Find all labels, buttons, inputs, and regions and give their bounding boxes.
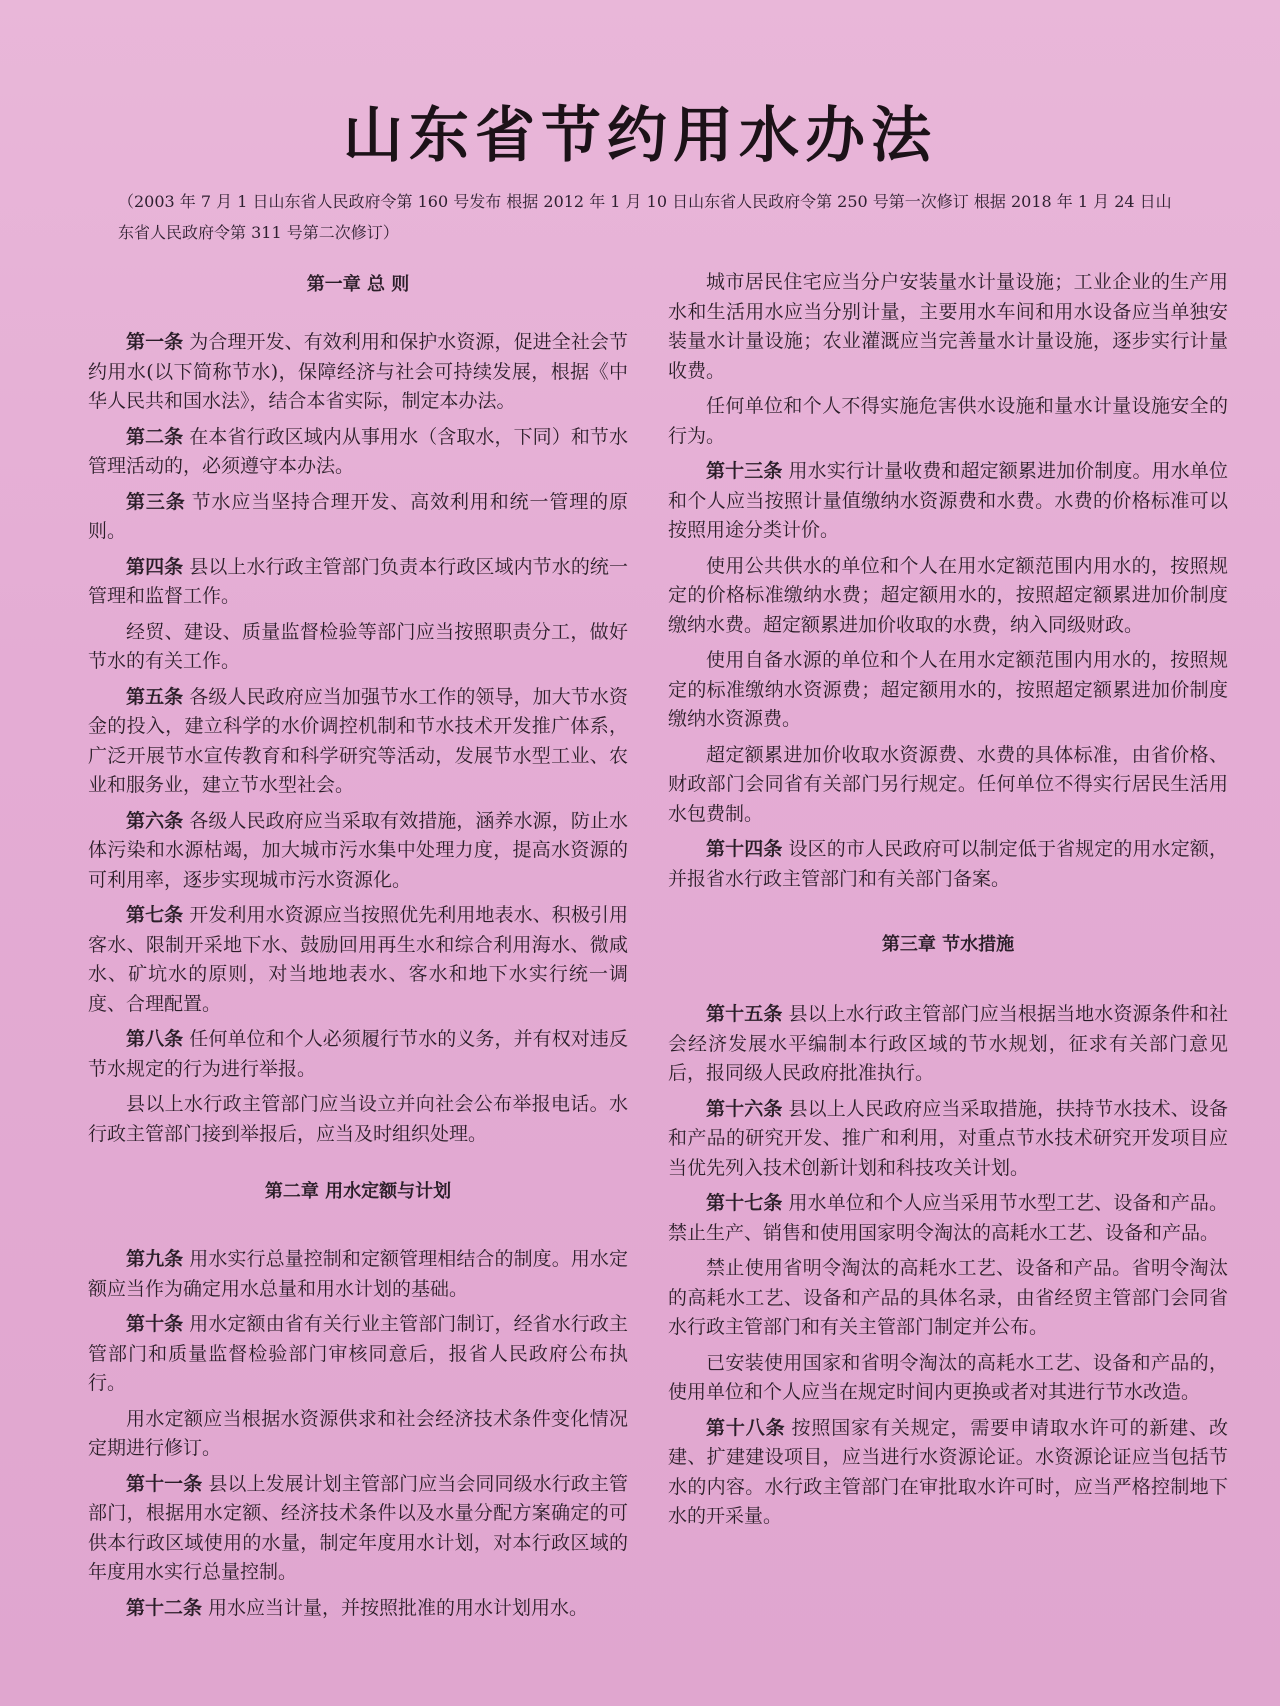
article-number: 第四条 bbox=[126, 555, 184, 578]
article-number: 第十三条 bbox=[706, 460, 783, 482]
article-text: 县以上人民政府应当采取措施，扶持节水技术、设备和产品的研究开发、推广和利用，对重点节水技术研究开发项目应当优先列入技术创新计划和科技攻关计划。 bbox=[668, 1097, 1228, 1179]
article-text: 用水应当计量，并按照批准的用水计划用水。 bbox=[208, 1596, 589, 1619]
article-paragraph bbox=[668, 1254, 1228, 1343]
article-text: 经贸、建设、质量监督检验等部门应当按照职责分工，做好节水的有关工作。 bbox=[88, 620, 628, 672]
article-paragraph bbox=[88, 553, 628, 612]
article-paragraph bbox=[668, 1414, 1228, 1532]
article-text: 县以上水行政主管部门负责本行政区域内节水的统一管理和监督工作。 bbox=[88, 555, 628, 607]
article-text: 按照国家有关规定，需要申请取水许可的新建、改建、扩建建设项目，应当进行水资源论证。水资源论证应当包括节水的内容。水行政主管部门在审批取水许可时，应当严格控制地下水的开采量。 bbox=[668, 1416, 1228, 1527]
article-text: 使用公共供水的单位和个人在用水定额范围内用水的，按照规定的价格标准缴纳水费；超定额用水的，按照超定额累进加价制度缴纳水费。超定额累进加价收取的水费，纳入同级财政。 bbox=[668, 554, 1228, 636]
article-text: 禁止使用省明令淘汰的高耗水工艺、设备和产品。省明令淘汰的高耗水工艺、设备和产品的具体名录，由省经贸主管部门会同省水行政主管部门和有关主管部门制定并公布。 bbox=[668, 1257, 1228, 1338]
article-paragraph bbox=[88, 1245, 628, 1304]
article-number: 第十七条 bbox=[706, 1192, 783, 1214]
article-text: 各级人民政府应当采取有效措施，涵养水源，防止水体污染和水源枯竭，加大城市污水集中处理力度，提高水资源的可利用率，逐步实现城市污水资源化。 bbox=[88, 809, 628, 891]
article-text: 用水实行计量收费和超定额累进加价制度。用水单位和个人应当按照计量值缴纳水资源费和水费。水费的价格标准可以按照用途分类计价。 bbox=[668, 460, 1228, 541]
article-number: 第十六条 bbox=[706, 1097, 783, 1120]
article-number: 第十一条 bbox=[126, 1472, 203, 1495]
article-paragraph bbox=[88, 1594, 628, 1624]
article-paragraph bbox=[88, 328, 628, 417]
article-text: 超定额累进加价收取水资源费、水费的具体标准，由省价格、财政部门会同省有关部门另行规定。任何单位不得实行居民生活用水包费制。 bbox=[668, 743, 1228, 825]
article-number: 第九条 bbox=[126, 1248, 184, 1270]
article-paragraph bbox=[668, 1189, 1228, 1248]
article-number: 第十二条 bbox=[126, 1596, 203, 1619]
article-paragraph bbox=[668, 835, 1228, 894]
article-number: 第七条 bbox=[126, 904, 184, 926]
article-text: 县以上水行政主管部门应当设立并向社会公布举报电话。水行政主管部门接到举报后，应当及时组织处理。 bbox=[88, 1093, 628, 1145]
article-number: 第十八条 bbox=[706, 1416, 786, 1439]
article-text: 已安装使用国家和省明令淘汰的高耗水工艺、设备和产品的，使用单位和个人应当在规定时间内更换或者对其进行节水改造。 bbox=[668, 1351, 1228, 1403]
article-paragraph bbox=[88, 1405, 628, 1464]
article-paragraph bbox=[668, 741, 1228, 830]
article-paragraph bbox=[88, 1025, 628, 1084]
article-text: 县以上发展计划主管部门应当会同同级水行政主管部门，根据用水定额、经济技术条件以及水量分配方案确定的可供本行政区域使用的水量，制定年度用水计划，对本行政区域的年度用水实行总量控制。 bbox=[88, 1472, 628, 1583]
article-paragraph bbox=[88, 683, 628, 801]
article-paragraph bbox=[88, 901, 628, 1019]
article-paragraph bbox=[668, 1349, 1228, 1408]
article-paragraph bbox=[88, 1090, 628, 1149]
chapter-heading: 第二章 用水定额与计划 bbox=[264, 1181, 452, 1202]
article-text: 节水应当坚持合理开发、高效利用和统一管理的原则。 bbox=[88, 490, 628, 542]
document-title: 山东省节约用水办法 bbox=[343, 101, 937, 171]
right-column bbox=[668, 268, 1228, 1538]
article-number: 第二条 bbox=[126, 425, 184, 448]
article-paragraph bbox=[88, 618, 628, 677]
article-text: 开发利用水资源应当按照优先利用地表水、积极引用客水、限制开采地下水、鼓励回用再生水和综合利用海水、微咸水、矿坑水的原则，对当地地表水、客水和地下水实行统一调度、合理配置。 bbox=[88, 904, 628, 1015]
article-paragraph bbox=[668, 1095, 1228, 1184]
article-paragraph bbox=[88, 1310, 628, 1399]
article-number: 第三条 bbox=[126, 490, 186, 513]
article-text: 用水单位和个人应当采用节水型工艺、设备和产品。禁止生产、销售和使用国家明令淘汰的高耗水工艺、设备和产品。 bbox=[668, 1192, 1228, 1244]
article-text: 用水定额由省有关行业主管部门制订，经省水行政主管部门和质量监督检验部门审核同意后，报省人民政府公布执行。 bbox=[88, 1313, 628, 1394]
article-number: 第十条 bbox=[126, 1313, 184, 1335]
revision-note: （2003 年 7 月 1 日山东省人民政府令第 160 号发布 根据 2012 年 1 月 10 日山东省人民政府令第 250 号第一次修订 根据 2018 年 1 月 24 日山东省人民政府令第 311 号第二次修订） bbox=[118, 192, 1172, 242]
article-text: 设区的市人民政府可以制定低于省规定的用水定额，并报省水行政主管部门和有关部门备案。 bbox=[668, 838, 1228, 890]
article-text: 为合理开发、有效利用和保护水资源，促进全社会节约用水(以下简称节水)，保障经济与社会可持续发展，根据《中华人民共和国水法》，结合本省实际，制定本办法。 bbox=[88, 331, 628, 412]
article-text: 任何单位和个人必须履行节水的义务，并有权对违反节水规定的行为进行举报。 bbox=[88, 1028, 628, 1080]
article-text: 用水实行总量控制和定额管理相结合的制度。用水定额应当作为确定用水总量和用水计划的基础。 bbox=[88, 1248, 628, 1300]
chapter-heading: 第一章 总 则 bbox=[306, 274, 410, 295]
article-number: 第八条 bbox=[126, 1028, 184, 1050]
article-paragraph bbox=[668, 392, 1228, 451]
article-paragraph bbox=[668, 268, 1228, 386]
article-paragraph bbox=[668, 552, 1228, 641]
article-text: 用水定额应当根据水资源供求和社会经济技术条件变化情况定期进行修订。 bbox=[88, 1407, 628, 1459]
article-paragraph bbox=[88, 807, 628, 896]
article-text: 在本省行政区域内从事用水（含取水，下同）和节水管理活动的，必须遵守本办法。 bbox=[88, 425, 628, 477]
article-number: 第一条 bbox=[126, 331, 184, 353]
article-number: 第十五条 bbox=[706, 1003, 783, 1025]
article-paragraph bbox=[88, 488, 628, 547]
article-number: 第六条 bbox=[126, 809, 184, 832]
article-text: 各级人民政府应当加强节水工作的领导，加大节水资金的投入，建立科学的水价调控机制和节水技术开发推广体系，广泛开展节水宣传教育和科学研究等活动，发展节水型工业、农业和服务业，建立节水型社会。 bbox=[88, 685, 628, 796]
article-paragraph bbox=[88, 1470, 628, 1588]
article-text: 任何单位和个人不得实施危害供水设施和量水计量设施安全的行为。 bbox=[668, 395, 1228, 447]
left-column bbox=[88, 270, 628, 1629]
article-text: 使用自备水源的单位和个人在用水定额范围内用水的，按照规定的标准缴纳水资源费；超定额用水的，按照超定额累进加价制度缴纳水资源费。 bbox=[668, 649, 1228, 730]
article-text: 城市居民住宅应当分户安装量水计量设施；工业企业的生产用水和生活用水应当分别计量，主要用水车间和用水设备应当单独安装量水计量设施；农业灌溉应当完善量水计量设施，逐步实行计量收费。 bbox=[668, 271, 1228, 382]
article-number: 第五条 bbox=[126, 685, 184, 708]
article-paragraph bbox=[668, 457, 1228, 546]
article-number: 第十四条 bbox=[706, 838, 783, 860]
chapter-heading: 第三章 节水措施 bbox=[881, 934, 1015, 955]
article-paragraph bbox=[668, 1000, 1228, 1089]
article-paragraph bbox=[88, 423, 628, 482]
article-text: 县以上水行政主管部门应当根据当地水资源条件和社会经济发展水平编制本行政区域的节水规划，征求有关部门意见后，报同级人民政府批准执行。 bbox=[668, 1003, 1228, 1084]
article-paragraph bbox=[668, 646, 1228, 735]
